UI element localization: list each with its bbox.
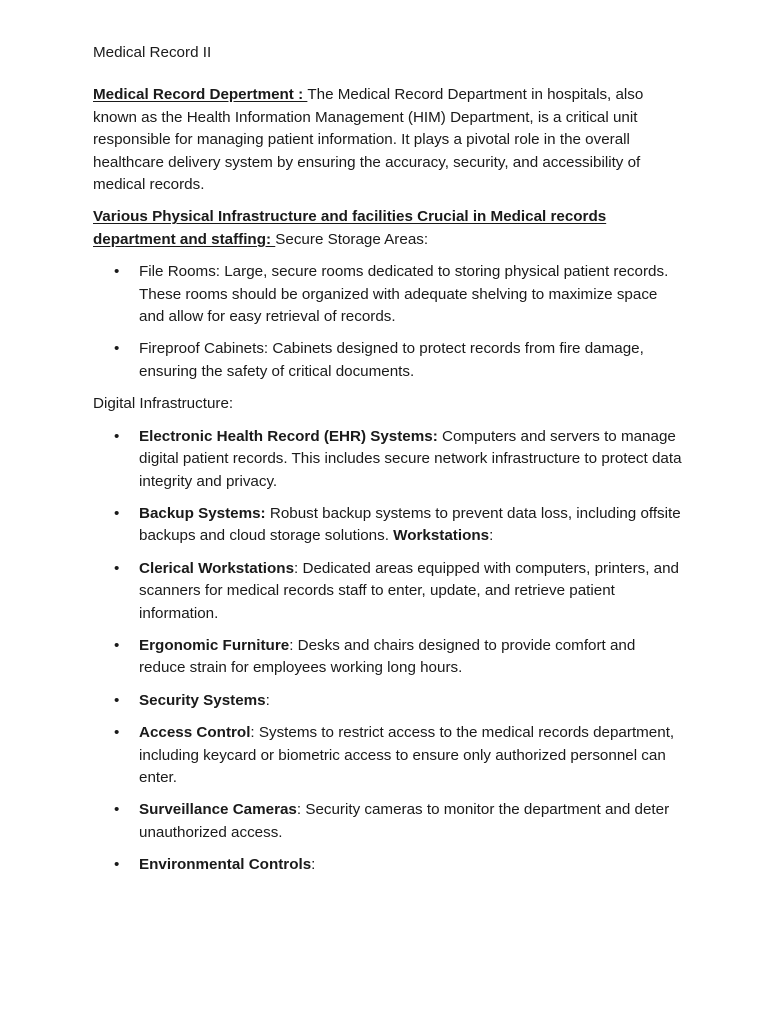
bullet-icon: • (114, 504, 120, 522)
list-item-text: : (311, 856, 316, 874)
infrastructure-paragraph (93, 206, 683, 251)
infrastructure-text: Secure Storage Areas: (275, 230, 429, 248)
page-header: Medical Record II (93, 44, 212, 61)
list-item-term: Clerical Workstations (139, 559, 295, 577)
list-item-text: : Systems to restrict access to the medical records department, including keycard or biometric access to ensure only authorized personnel can enter. (139, 724, 675, 786)
list-item-text: Robust backup systems to prevent data loss, including offsite backups and cloud storage solutions. (139, 504, 681, 545)
list-item-text: : Desks and chairs designed to provide comfort and reduce strain for employees working long hours. (139, 636, 636, 677)
intro-text: The Medical Record Department in hospitals, also known as the Health Information Management (HIM) Department, is a critical unit responsible for managing patient information. It plays a pivotal role in the overall healthcare delivery system by ensuring the accuracy, security, and accessibility of medical records. (93, 86, 644, 194)
list-item (93, 338, 683, 383)
bullet-icon: • (114, 340, 120, 358)
list-item (93, 426, 683, 493)
list-item (93, 722, 683, 789)
list-item-term: Access Control (139, 724, 251, 742)
list-item-term-secondary: Workstations (393, 527, 490, 545)
list-item-term: Environmental Controls (139, 856, 312, 874)
physical-storage-list (93, 261, 683, 383)
intro-heading: Medical Record Depertment : (93, 86, 308, 104)
document-page (93, 42, 683, 887)
bullet-icon: • (114, 427, 120, 445)
list-item-text: : Security cameras to monitor the department and deter unauthorized access. (139, 801, 670, 841)
list-item-term: Backup Systems: (139, 504, 266, 522)
list-item (93, 503, 683, 548)
bullet-icon: • (114, 856, 120, 874)
digital-heading: Digital Infrastructure: (93, 395, 234, 413)
bullet-icon: • (114, 724, 120, 742)
list-item (93, 799, 683, 844)
list-item-term: Surveillance Cameras (139, 801, 297, 819)
bullet-icon: • (114, 559, 120, 577)
bullet-icon: • (114, 636, 120, 654)
list-item-text: Computers and servers to manage digital patient records. This includes secure network infrastructure to protect data integrity and privacy. (139, 427, 682, 490)
list-item (93, 261, 683, 328)
list-item-term: Security Systems (139, 691, 266, 709)
bullet-icon: • (114, 691, 120, 709)
list-item-text: : (265, 691, 270, 709)
list-item-text: File Rooms: Large, secure rooms dedicated to storing physical patient records. These rooms should be organized with adequate shelving to maximize space and allow for easy retrieval of records. (139, 263, 669, 326)
list-item-text-secondary: : (489, 527, 494, 545)
list-item (93, 635, 683, 680)
list-item-text: Fireproof Cabinets: Cabinets designed to protect records from fire damage, ensuring the safety of critical documents. (139, 340, 644, 380)
digital-infrastructure-list (93, 426, 683, 877)
intro-paragraph (93, 84, 683, 196)
list-item-term: Ergonomic Furniture (139, 636, 290, 654)
infrastructure-heading: Various Physical Infrastructure and facilities Crucial in Medical records department and staffing: (93, 208, 607, 248)
list-item (93, 690, 683, 712)
list-item-text: : Dedicated areas equipped with computers, printers, and scanners for medical records staff to enter, update, and retrieve patient information. (139, 559, 679, 622)
list-item (93, 558, 683, 625)
bullet-icon: • (114, 801, 120, 819)
bullet-icon: • (114, 263, 120, 281)
list-item (93, 854, 683, 876)
list-item-term: Electronic Health Record (EHR) Systems: (139, 427, 438, 445)
